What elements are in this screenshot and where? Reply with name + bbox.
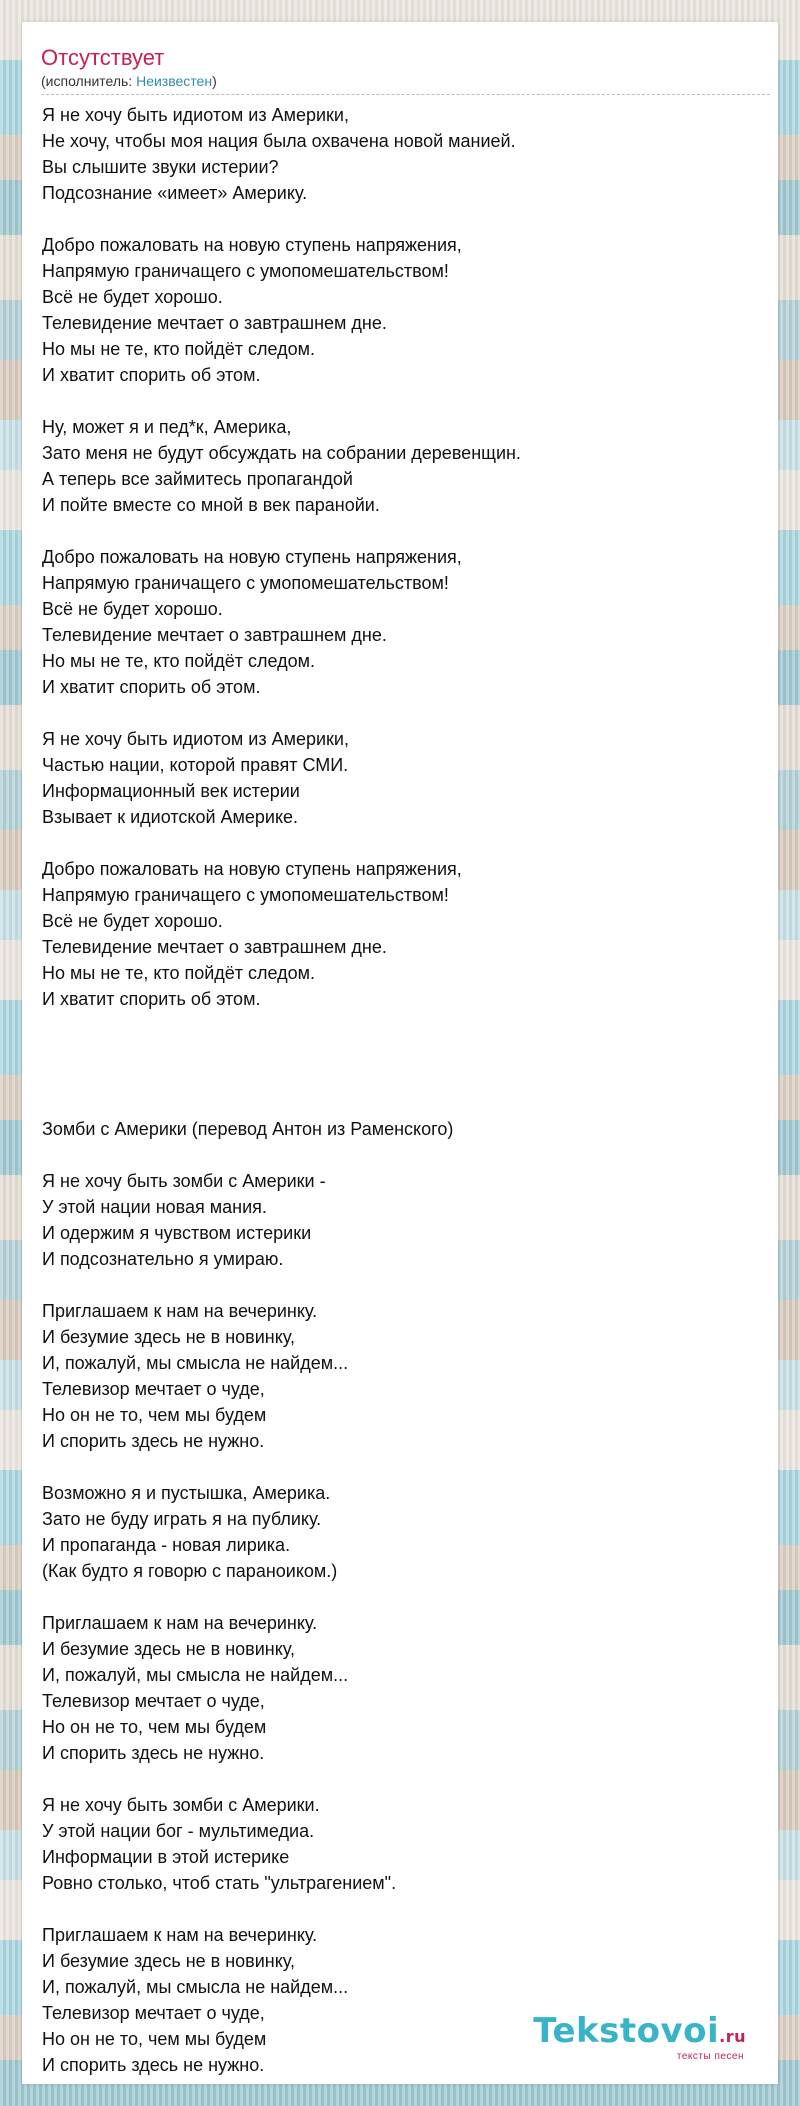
lyric-line: Зомби с Америки (перевод Антон из Раменского) bbox=[42, 1119, 454, 1139]
song-title: Отсутствует bbox=[41, 45, 165, 70]
lyric-line: Телевидение мечтает о завтрашнем дне. bbox=[42, 313, 387, 333]
lyric-line: И спорить здесь не нужно. bbox=[42, 1431, 265, 1451]
lyric-line: Приглашаем к нам на вечеринку. bbox=[42, 1301, 318, 1321]
lyric-line: И хватит спорить об этом. bbox=[42, 677, 261, 697]
lyric-line: Добро пожаловать на новую ступень напряжения, bbox=[42, 547, 462, 567]
lyric-line: И хватит спорить об этом. bbox=[42, 989, 261, 1009]
lyric-line bbox=[42, 206, 742, 232]
lyric-line: Зато меня не будут обсуждать на собрании деревенщин. bbox=[42, 443, 521, 463]
lyric-line bbox=[42, 1038, 742, 1064]
lyric-line bbox=[42, 518, 742, 544]
lyrics-text bbox=[42, 102, 742, 2078]
lyric-line: Подсознание «имеет» Америку. bbox=[42, 183, 308, 203]
lyric-line: Приглашаем к нам на вечеринку. bbox=[42, 1613, 318, 1633]
lyric-line: Всё не будет хорошо. bbox=[42, 911, 223, 931]
lyric-line: Я не хочу быть идиотом из Америки, bbox=[42, 729, 349, 749]
lyric-line: Напрямую граничащего с умопомешательством! bbox=[42, 885, 449, 905]
lyric-line: Не хочу, чтобы моя нация была охвачена новой манией. bbox=[42, 131, 516, 151]
lyric-line: Телевидение мечтает о завтрашнем дне. bbox=[42, 937, 387, 957]
lyric-line: Ровно столько, чтоб стать "ультрагением". bbox=[42, 1873, 397, 1893]
lyric-line: И спорить здесь не нужно. bbox=[42, 1743, 265, 1763]
lyric-line: И безумие здесь не в новинку, bbox=[42, 1639, 296, 1659]
lyric-line: Всё не будет хорошо. bbox=[42, 287, 223, 307]
lyric-line bbox=[42, 1766, 742, 1792]
lyric-line: Добро пожаловать на новую ступень напряжения, bbox=[42, 859, 462, 879]
lyric-line: Напрямую граничащего с умопомешательством! bbox=[42, 573, 449, 593]
lyric-line: Приглашаем к нам на вечеринку. bbox=[42, 1925, 318, 1945]
lyric-line bbox=[42, 388, 742, 414]
lyric-line bbox=[42, 1584, 742, 1610]
lyric-line bbox=[42, 700, 742, 726]
lyric-line: Но мы не те, кто пойдёт следом. bbox=[42, 963, 316, 983]
lyric-line bbox=[42, 1454, 742, 1480]
lyric-line bbox=[42, 1272, 742, 1298]
lyric-line: И безумие здесь не в новинку, bbox=[42, 1327, 296, 1347]
lyric-line bbox=[42, 830, 742, 856]
lyric-line: И, пожалуй, мы смысла не найдем... bbox=[42, 1977, 349, 1997]
lyric-line: Но он не то, чем мы будем bbox=[42, 1717, 267, 1737]
lyric-line: Вы слышите звуки истерии? bbox=[42, 157, 279, 177]
lyric-line: И, пожалуй, мы смысла не найдем... bbox=[42, 1665, 349, 1685]
lyric-line bbox=[42, 1142, 742, 1168]
lyric-line: И, пожалуй, мы смысла не найдем... bbox=[42, 1353, 349, 1373]
lyric-line: Возможно я и пустышка, Америка. bbox=[42, 1483, 331, 1503]
artist-line bbox=[41, 72, 217, 90]
lyric-line bbox=[42, 1896, 742, 1922]
lyric-line bbox=[42, 1064, 742, 1090]
lyric-line: Всё не будет хорошо. bbox=[42, 599, 223, 619]
lyric-line: Частью нации, которой правят СМИ. bbox=[42, 755, 349, 775]
artist-prefix: (исполнитель: bbox=[41, 73, 137, 89]
lyric-line: Но он не то, чем мы будем bbox=[42, 2029, 267, 2049]
lyric-line: И безумие здесь не в новинку, bbox=[42, 1951, 296, 1971]
lyric-line: Я не хочу быть зомби с Америки - bbox=[42, 1171, 326, 1191]
tekstovoi-logo[interactable] bbox=[533, 2013, 746, 2062]
logo-tld: .ru bbox=[719, 2027, 746, 2046]
lyric-line: (Как будто я говорю с параноиком.) bbox=[42, 1561, 338, 1581]
lyric-line: Я не хочу быть идиотом из Америки, bbox=[42, 105, 349, 125]
lyric-line: Зато не буду играть я на публику. bbox=[42, 1509, 322, 1529]
lyric-line: Но мы не те, кто пойдёт следом. bbox=[42, 651, 316, 671]
lyric-line: Напрямую граничащего с умопомешательством! bbox=[42, 261, 449, 281]
lyric-line: Я не хочу быть зомби с Америки. bbox=[42, 1795, 320, 1815]
lyrics-card bbox=[22, 22, 778, 2084]
lyric-line: Телевизор мечтает о чуде, bbox=[42, 1379, 265, 1399]
lyric-line: Телевидение мечтает о завтрашнем дне. bbox=[42, 625, 387, 645]
lyric-line: Информации в этой истерике bbox=[42, 1847, 290, 1867]
lyric-line: И хватит спорить об этом. bbox=[42, 365, 261, 385]
artist-suffix: ) bbox=[212, 73, 217, 89]
lyric-line: У этой нации новая мания. bbox=[42, 1197, 267, 1217]
logo-wordmark bbox=[533, 2013, 746, 2055]
lyric-line: У этой нации бог - мультимедиа. bbox=[42, 1821, 315, 1841]
lyric-line: А теперь все займитесь пропагандой bbox=[42, 469, 353, 489]
lyric-line bbox=[42, 1090, 742, 1116]
lyric-line: И пойте вместе со мной в век паранойи. bbox=[42, 495, 380, 515]
lyric-line: И спорить здесь не нужно. bbox=[42, 2055, 265, 2075]
lyric-line: Но мы не те, кто пойдёт следом. bbox=[42, 339, 316, 359]
lyric-line: Взывает к идиотской Америке. bbox=[42, 807, 299, 827]
lyric-line: И подсознательно я умираю. bbox=[42, 1249, 284, 1269]
lyric-line: Информационный век истерии bbox=[42, 781, 300, 801]
lyric-line: Телевизор мечтает о чуде, bbox=[42, 1691, 265, 1711]
lyric-line: Телевизор мечтает о чуде, bbox=[42, 2003, 265, 2023]
lyric-line: И одержим я чувством истерики bbox=[42, 1223, 312, 1243]
lyric-line: Но он не то, чем мы будем bbox=[42, 1405, 267, 1425]
lyric-line: Ну, может я и пед*к, Америка, bbox=[42, 417, 292, 437]
logo-main-text: Tekstovoi bbox=[533, 2011, 720, 2051]
artist-link[interactable]: Неизвестен bbox=[136, 73, 213, 89]
header-divider bbox=[41, 94, 770, 95]
logo-tagline: тексты песен bbox=[676, 2051, 744, 2062]
lyric-line: И пропаганда - новая лирика. bbox=[42, 1535, 291, 1555]
lyric-line bbox=[42, 1012, 742, 1038]
lyric-line: Добро пожаловать на новую ступень напряжения, bbox=[42, 235, 462, 255]
